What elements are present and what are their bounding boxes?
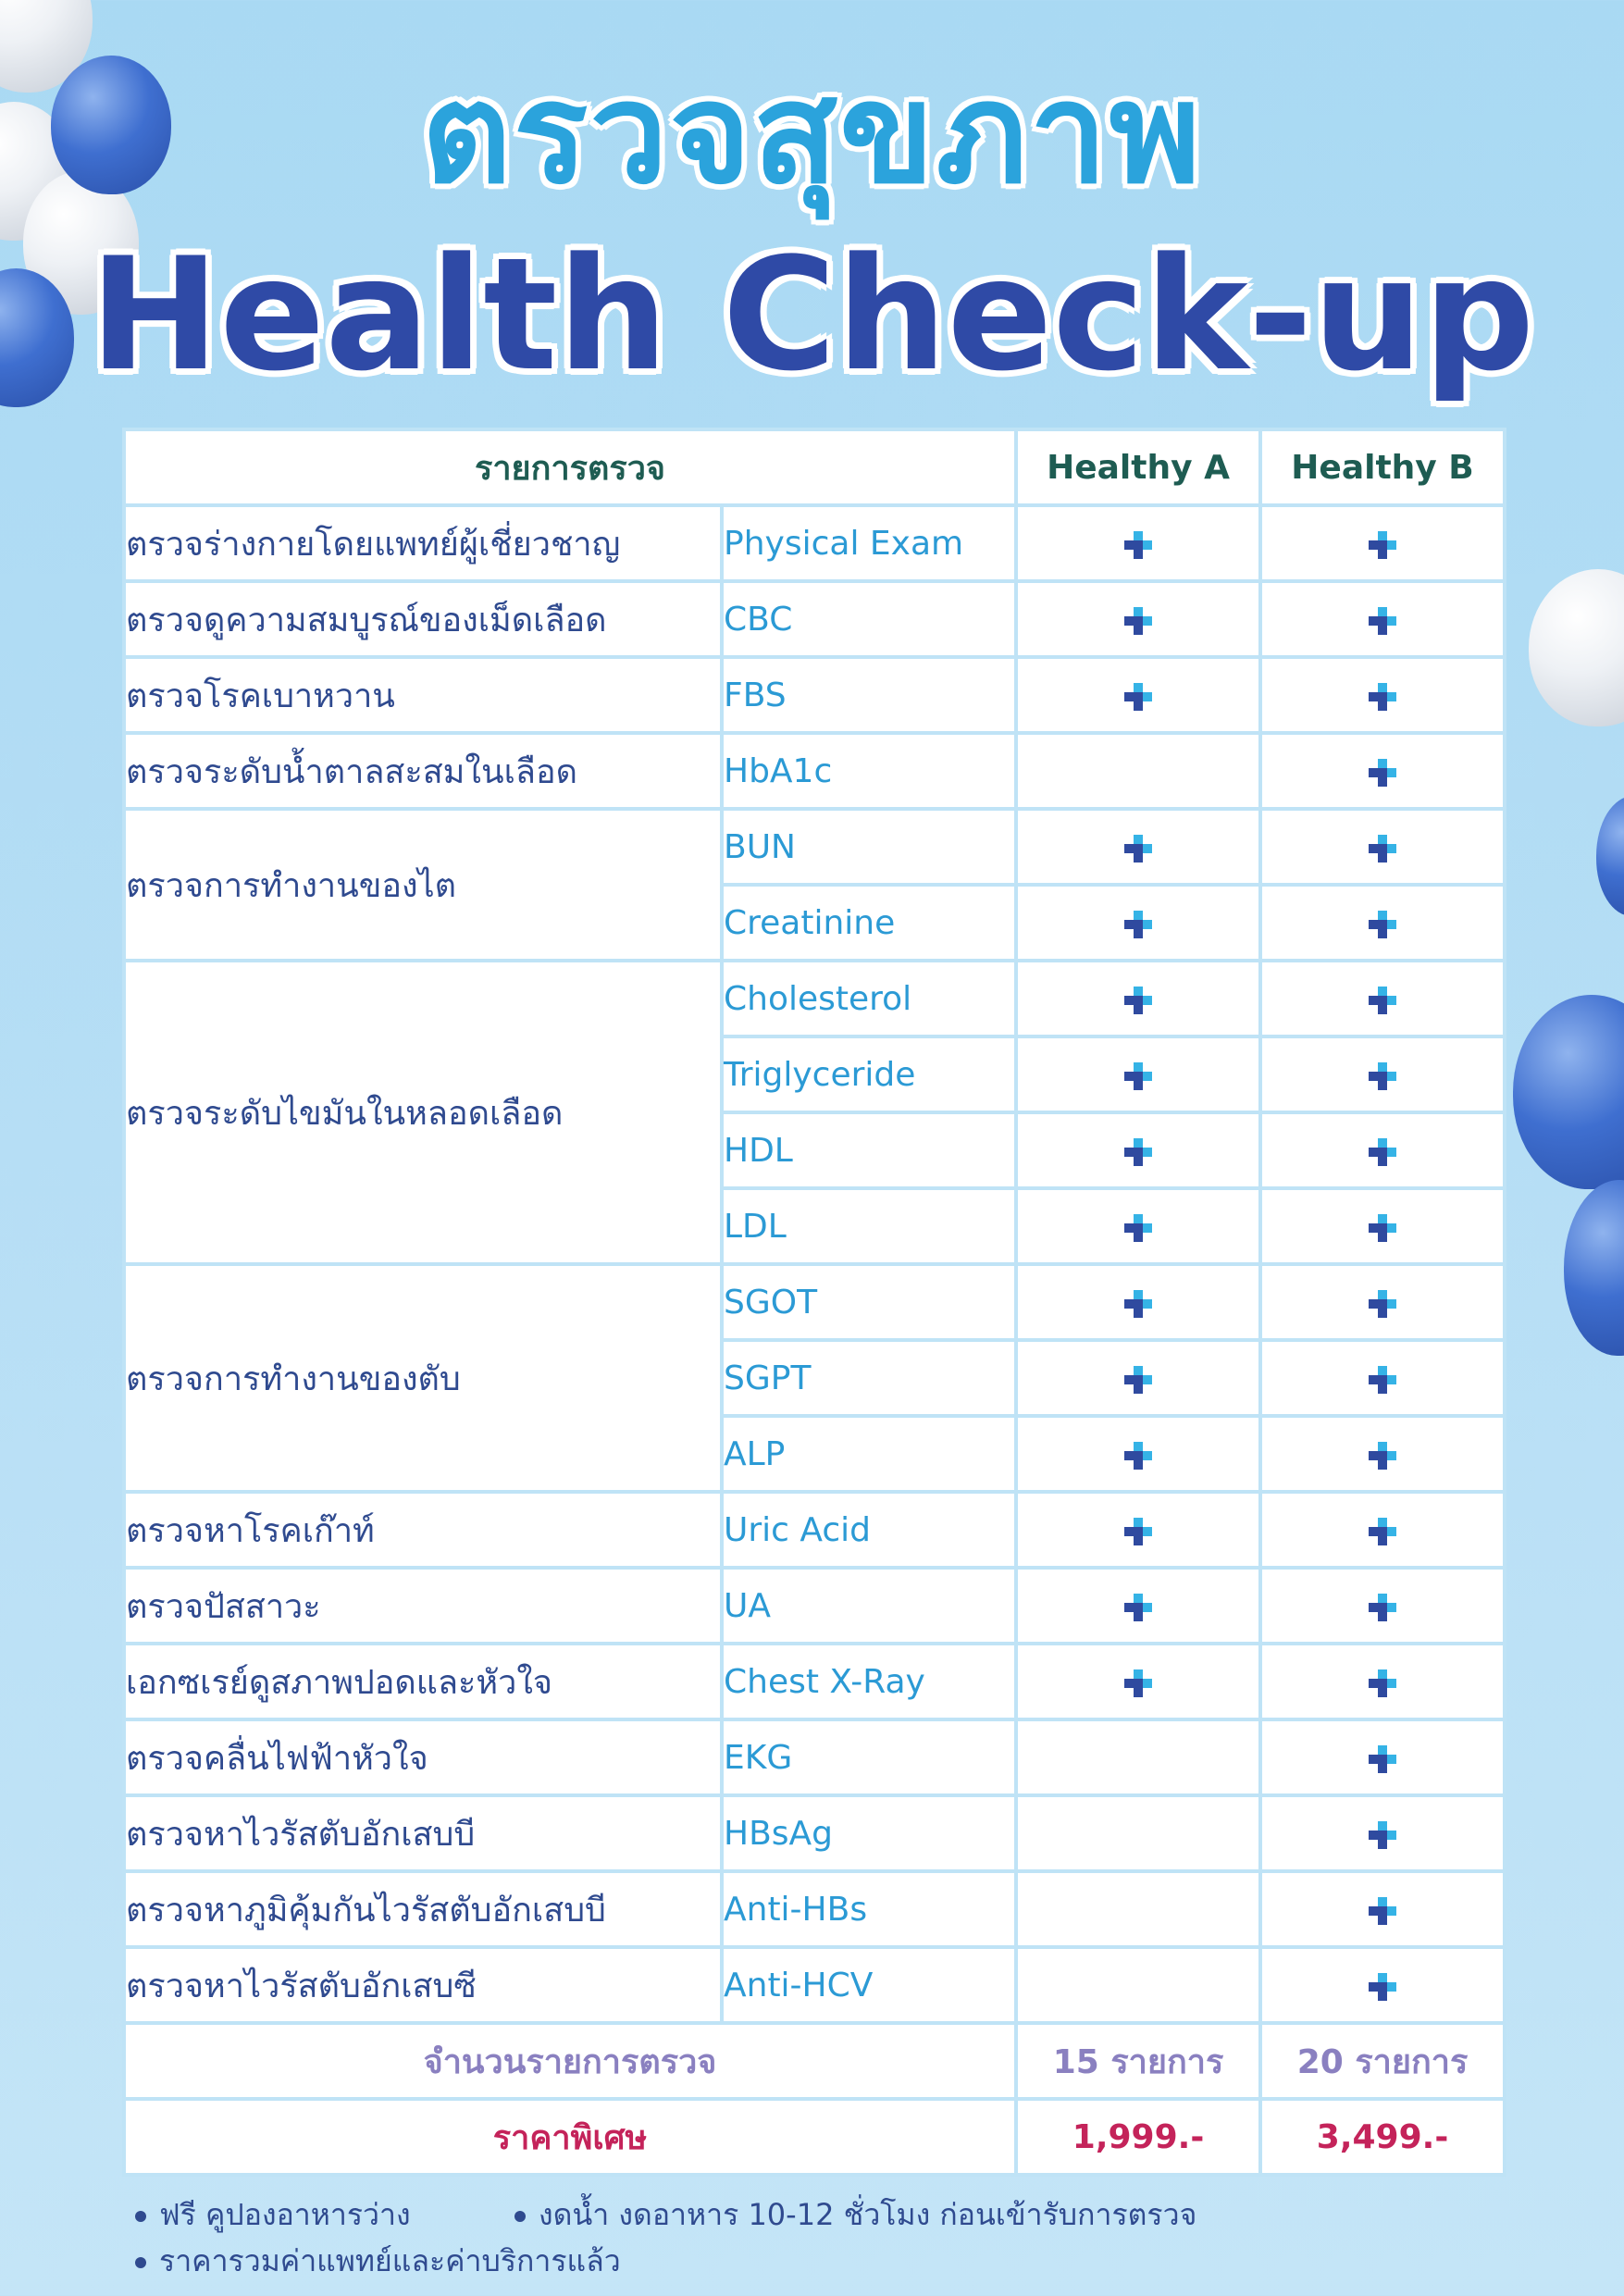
- plus-cross-icon: [1369, 1821, 1396, 1849]
- test-group-thai: เอกซเรย์ดูสภาพปอดและหัวใจ: [124, 1644, 722, 1719]
- included-cell-healthy-b: [1260, 961, 1505, 1036]
- test-group-thai: ตรวจระดับไขมันในหลอดเลือด: [124, 961, 722, 1264]
- title-thai: ตรวจสุขภาพ: [421, 54, 1203, 215]
- price-healthy-b: 3,499.-: [1260, 2099, 1505, 2175]
- plus-cross-icon: [1124, 607, 1152, 635]
- plus-cross-icon: [1124, 683, 1152, 711]
- balloon-decoration: [1564, 1180, 1624, 1356]
- plus-cross-icon: [1124, 1518, 1152, 1545]
- table-row: [124, 1492, 1505, 1568]
- note-text: ราคารวมค่าแพทย์และค่าบริการแล้ว: [159, 2243, 621, 2278]
- plus-cross-icon: [1369, 835, 1396, 863]
- included-cell-healthy-a: [1016, 1795, 1260, 1871]
- plus-cross-icon: [1369, 1669, 1396, 1697]
- table-row: [124, 733, 1505, 809]
- table-row: [124, 1947, 1505, 2023]
- included-cell-healthy-a: [1016, 961, 1260, 1036]
- included-cell-healthy-b: [1260, 1492, 1505, 1568]
- table-header-row: [124, 429, 1505, 505]
- included-cell-healthy-b: [1260, 1188, 1505, 1264]
- balloon-decoration: [1596, 796, 1624, 916]
- test-name: Physical Exam: [722, 505, 1016, 581]
- included-cell-healthy-b: [1260, 1264, 1505, 1340]
- included-cell-healthy-a: [1016, 1871, 1260, 1947]
- bullet-icon: [514, 2211, 526, 2222]
- plus-cross-icon: [1369, 1062, 1396, 1090]
- test-group-thai: ตรวจดูความสมบูรณ์ของเม็ดเลือด: [124, 581, 722, 657]
- included-cell-healthy-a: [1016, 1112, 1260, 1188]
- included-cell-healthy-b: [1260, 885, 1505, 961]
- plus-cross-icon: [1124, 1138, 1152, 1166]
- included-cell-healthy-b: [1260, 733, 1505, 809]
- test-name: LDL: [722, 1188, 1016, 1264]
- plus-cross-icon: [1369, 1745, 1396, 1773]
- included-cell-healthy-b: [1260, 1795, 1505, 1871]
- included-cell-healthy-b: [1260, 1947, 1505, 2023]
- table-row: [124, 1871, 1505, 1947]
- count-healthy-b: 20 รายการ: [1260, 2023, 1505, 2099]
- test-name: BUN: [722, 809, 1016, 885]
- plus-cross-icon: [1369, 1442, 1396, 1470]
- plus-cross-icon: [1124, 1366, 1152, 1394]
- test-group-thai: ตรวจหาไวรัสตับอักเสบบี: [124, 1795, 722, 1871]
- test-group-thai: ตรวจหาไวรัสตับอักเสบซี: [124, 1947, 722, 2023]
- note-text: ฟรี คูปองอาหารว่าง: [159, 2197, 411, 2232]
- plus-cross-icon: [1124, 1669, 1152, 1697]
- plus-cross-icon: [1369, 911, 1396, 938]
- test-name: HDL: [722, 1112, 1016, 1188]
- test-group-thai: ตรวจการทำงานของไต: [124, 809, 722, 961]
- included-cell-healthy-a: [1016, 1340, 1260, 1416]
- price-healthy-a: 1,999.-: [1016, 2099, 1260, 2175]
- included-cell-healthy-b: [1260, 1036, 1505, 1112]
- table-row: [124, 657, 1505, 733]
- included-cell-healthy-a: [1016, 1947, 1260, 2023]
- table-row: [124, 809, 1505, 885]
- test-name: UA: [722, 1568, 1016, 1644]
- included-cell-healthy-b: [1260, 1416, 1505, 1492]
- bullet-icon: [135, 2211, 146, 2222]
- plus-cross-icon: [1369, 1973, 1396, 2001]
- title-english: Health Check-up: [89, 224, 1535, 405]
- table-body: [124, 505, 1505, 2023]
- plus-cross-icon: [1124, 1594, 1152, 1621]
- plus-cross-icon: [1369, 607, 1396, 635]
- plus-cross-icon: [1369, 1366, 1396, 1394]
- included-cell-healthy-a: [1016, 1416, 1260, 1492]
- included-cell-healthy-a: [1016, 1188, 1260, 1264]
- health-checkup-table: [122, 428, 1506, 2177]
- header-healthy-a: Healthy A: [1016, 429, 1260, 505]
- test-name: ALP: [722, 1416, 1016, 1492]
- table-row: [124, 961, 1505, 1036]
- note-text: งดน้ำ งดอาหาร 10-12 ชั่วโมง ก่อนเข้ารับการตรวจ: [539, 2197, 1197, 2232]
- table-row: [124, 1795, 1505, 1871]
- included-cell-healthy-a: [1016, 581, 1260, 657]
- included-cell-healthy-a: [1016, 809, 1260, 885]
- price-label: ราคาพิเศษ: [124, 2099, 1016, 2175]
- table-row: [124, 1568, 1505, 1644]
- included-cell-healthy-b: [1260, 1112, 1505, 1188]
- included-cell-healthy-b: [1260, 1719, 1505, 1795]
- plus-cross-icon: [1124, 911, 1152, 938]
- plus-cross-icon: [1369, 1897, 1396, 1925]
- plus-cross-icon: [1124, 987, 1152, 1014]
- plus-cross-icon: [1369, 1594, 1396, 1621]
- plus-cross-icon: [1124, 1290, 1152, 1318]
- plus-cross-icon: [1369, 683, 1396, 711]
- included-cell-healthy-a: [1016, 1568, 1260, 1644]
- included-cell-healthy-a: [1016, 1264, 1260, 1340]
- count-healthy-a: 15 รายการ: [1016, 2023, 1260, 2099]
- note-item: [514, 2191, 1196, 2239]
- plus-cross-icon: [1369, 987, 1396, 1014]
- included-cell-healthy-a: [1016, 1036, 1260, 1112]
- count-row: [124, 2023, 1505, 2099]
- note-item: [135, 2238, 621, 2285]
- included-cell-healthy-b: [1260, 1568, 1505, 1644]
- plus-cross-icon: [1124, 1442, 1152, 1470]
- test-group-thai: ตรวจหาภูมิคุ้มกันไวรัสตับอักเสบบี: [124, 1871, 722, 1947]
- plus-cross-icon: [1369, 1518, 1396, 1545]
- included-cell-healthy-b: [1260, 505, 1505, 581]
- included-cell-healthy-b: [1260, 1871, 1505, 1947]
- test-name: FBS: [722, 657, 1016, 733]
- plus-cross-icon: [1124, 1062, 1152, 1090]
- header-item: รายการตรวจ: [124, 429, 1016, 505]
- included-cell-healthy-b: [1260, 657, 1505, 733]
- test-group-thai: ตรวจคลื่นไฟฟ้าหัวใจ: [124, 1719, 722, 1795]
- test-name: CBC: [722, 581, 1016, 657]
- test-name: Anti-HCV: [722, 1947, 1016, 2023]
- test-group-thai: ตรวจปัสสาวะ: [124, 1568, 722, 1644]
- note-item: [135, 2191, 411, 2239]
- included-cell-healthy-a: [1016, 1719, 1260, 1795]
- table-row: [124, 581, 1505, 657]
- test-name: Triglyceride: [722, 1036, 1016, 1112]
- table-row: [124, 1644, 1505, 1719]
- price-row: [124, 2099, 1505, 2175]
- test-group-thai: ตรวจร่างกายโดยแพทย์ผู้เชี่ยวชาญ: [124, 505, 722, 581]
- table-row: [124, 1264, 1505, 1340]
- plus-cross-icon: [1369, 1138, 1396, 1166]
- plus-cross-icon: [1124, 1214, 1152, 1242]
- test-name: SGPT: [722, 1340, 1016, 1416]
- test-name: EKG: [722, 1719, 1016, 1795]
- header-healthy-b: Healthy B: [1260, 429, 1505, 505]
- plus-cross-icon: [1369, 1290, 1396, 1318]
- test-group-thai: ตรวจระดับน้ำตาลสะสมในเลือด: [124, 733, 722, 809]
- included-cell-healthy-a: [1016, 657, 1260, 733]
- included-cell-healthy-b: [1260, 581, 1505, 657]
- balloon-decoration: [1513, 995, 1624, 1189]
- test-name: Chest X-Ray: [722, 1644, 1016, 1719]
- test-name: Uric Acid: [722, 1492, 1016, 1568]
- test-name: Creatinine: [722, 885, 1016, 961]
- test-name: SGOT: [722, 1264, 1016, 1340]
- plus-cross-icon: [1369, 1214, 1396, 1242]
- plus-cross-icon: [1124, 531, 1152, 559]
- bullet-icon: [135, 2257, 146, 2268]
- test-name: HbA1c: [722, 733, 1016, 809]
- test-group-thai: ตรวจโรคเบาหวาน: [124, 657, 722, 733]
- test-group-thai: ตรวจการทำงานของตับ: [124, 1264, 722, 1492]
- table-row: [124, 505, 1505, 581]
- count-label: จำนวนรายการตรวจ: [124, 2023, 1016, 2099]
- included-cell-healthy-a: [1016, 505, 1260, 581]
- included-cell-healthy-a: [1016, 885, 1260, 961]
- plus-cross-icon: [1369, 759, 1396, 787]
- included-cell-healthy-b: [1260, 809, 1505, 885]
- included-cell-healthy-a: [1016, 733, 1260, 809]
- included-cell-healthy-a: [1016, 1492, 1260, 1568]
- included-cell-healthy-a: [1016, 1644, 1260, 1719]
- plus-cross-icon: [1369, 531, 1396, 559]
- balloon-decoration: [1529, 569, 1624, 726]
- table-row: [124, 1719, 1505, 1795]
- test-name: Cholesterol: [722, 961, 1016, 1036]
- included-cell-healthy-b: [1260, 1340, 1505, 1416]
- included-cell-healthy-b: [1260, 1644, 1505, 1719]
- plus-cross-icon: [1124, 835, 1152, 863]
- test-name: Anti-HBs: [722, 1871, 1016, 1947]
- test-group-thai: ตรวจหาโรคเก๊าท์: [124, 1492, 722, 1568]
- test-name: HBsAg: [722, 1795, 1016, 1871]
